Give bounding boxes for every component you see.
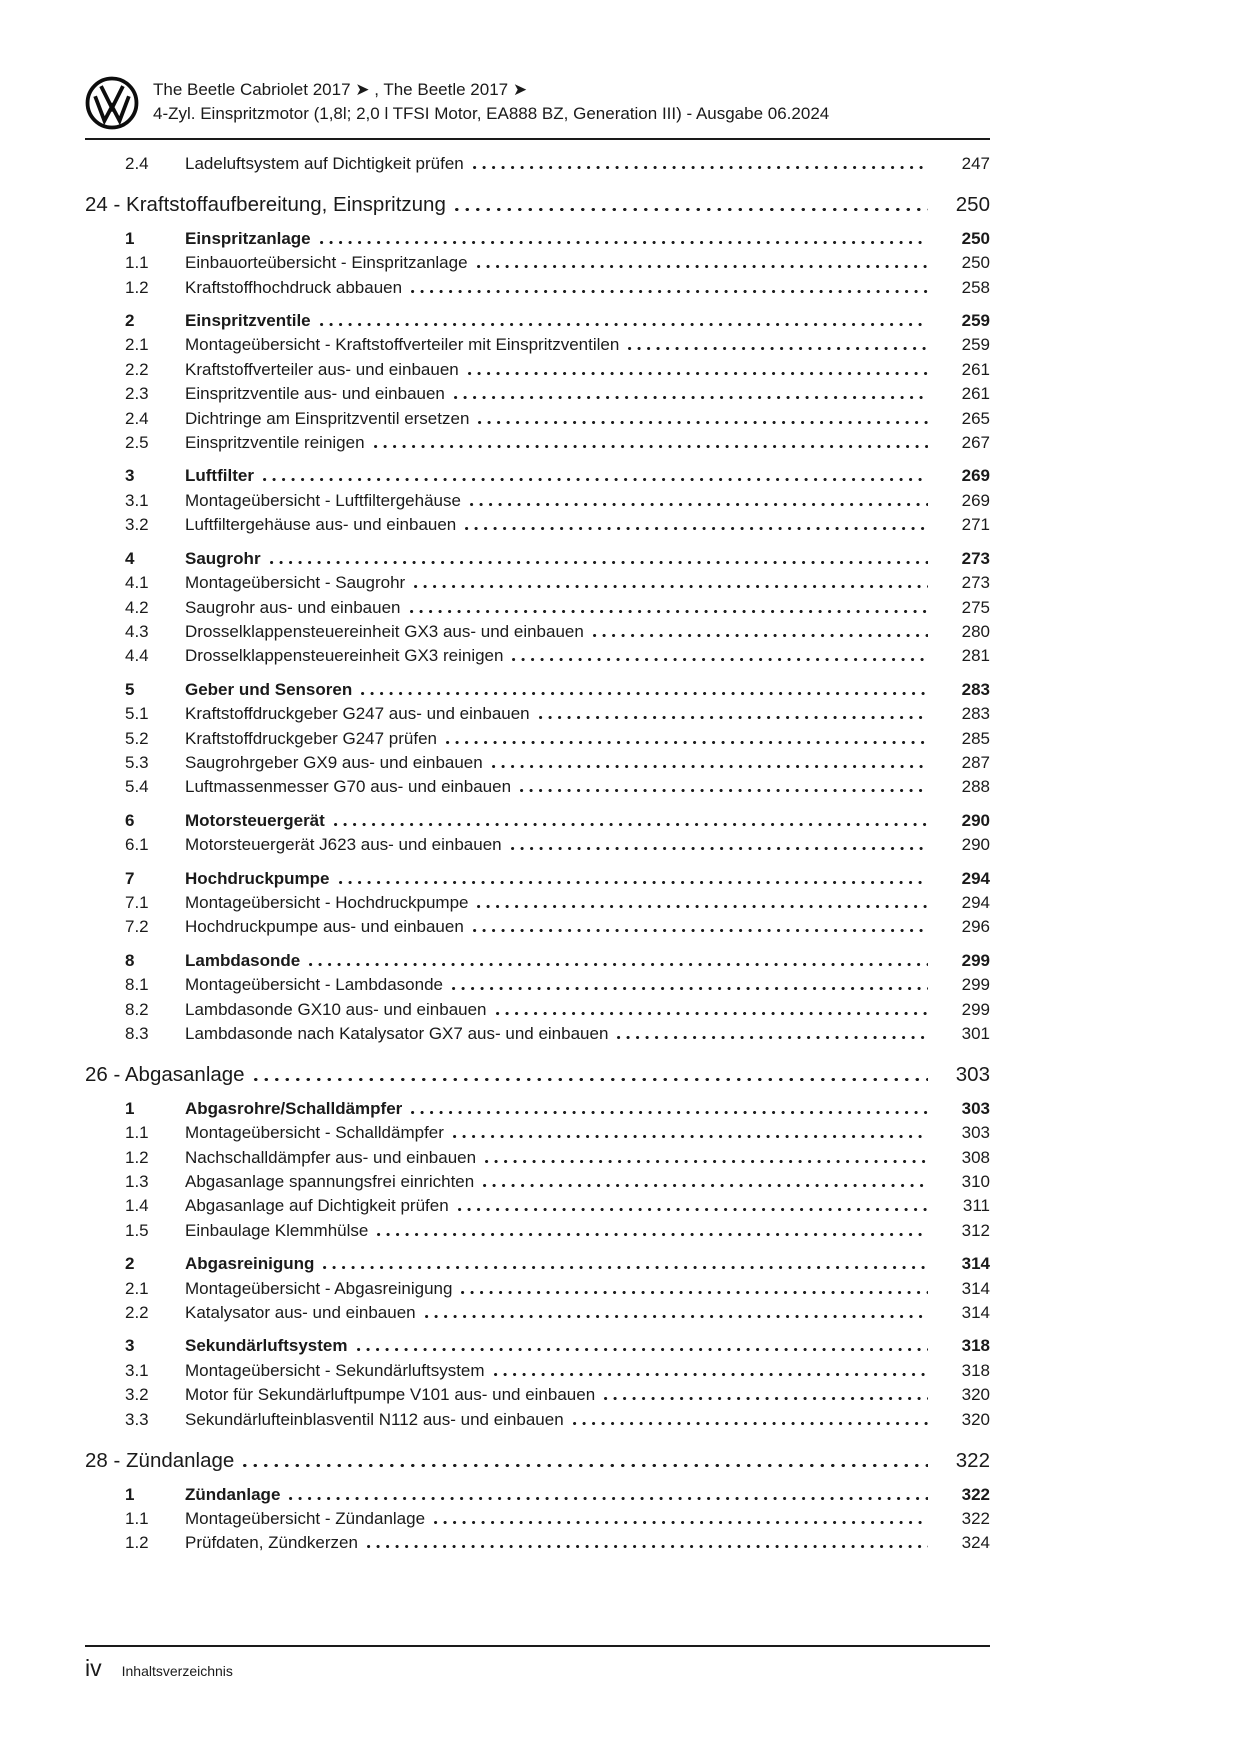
entry-title: Nachschalldämpfer aus- und einbauen: [185, 1147, 477, 1167]
entry-title: Lambdasonde: [185, 950, 301, 970]
entry-title: Montageübersicht - Saugrohr: [185, 573, 406, 593]
page-number: 271: [961, 515, 990, 535]
entry-number: 7.2: [125, 917, 149, 937]
page-number: 314: [961, 1278, 990, 1298]
entry-title: Montageübersicht - Lambdasonde: [185, 975, 443, 995]
toc-entry-row: [85, 358, 990, 382]
toc-entry-row: [85, 644, 990, 668]
entry-number: 1: [125, 228, 135, 248]
page-number: 299: [961, 999, 990, 1019]
page-number: 288: [961, 777, 990, 797]
entry-title: Abgasreinigung: [185, 1254, 315, 1274]
entry-number: 2.5: [125, 433, 149, 453]
toc-entry-row: [85, 1277, 990, 1301]
page-number: 301: [961, 1024, 990, 1043]
entry-number: 3: [125, 466, 135, 486]
dot-leader: [512, 658, 928, 661]
dot-leader: [473, 929, 928, 932]
page-number: 273: [961, 573, 990, 593]
dot-leader: [604, 1397, 928, 1400]
entry-number: 1.1: [125, 1508, 149, 1528]
entry-number: 4.1: [125, 573, 149, 593]
dot-leader: [339, 881, 928, 884]
entry-number: 1: [125, 1098, 135, 1118]
toc-entry-row: [85, 571, 990, 595]
entry-title: Einspritzanlage: [185, 228, 311, 248]
footer-section-label: Inhaltsverzeichnis: [121, 1663, 233, 1679]
entry-title: Einspritzventile reinigen: [185, 433, 365, 453]
toc-chapter-row: [85, 1063, 990, 1087]
toc-entry-row: [85, 973, 990, 997]
entry-title: Lambdasonde nach Katalysator GX7 aus- und einbauen: [185, 1024, 609, 1043]
entry-number: 8.2: [125, 999, 149, 1019]
page-number: 299: [961, 975, 990, 995]
entry-title: Saugrohr: [185, 548, 261, 568]
table-of-contents: [85, 152, 990, 1556]
entry-title: Saugrohr aus- und einbauen: [185, 597, 401, 617]
dot-leader: [263, 478, 928, 481]
entry-title: Einspritzventile aus- und einbauen: [185, 384, 445, 404]
page-number: 259: [961, 335, 990, 355]
entry-title: Motorsteuergerät J623 aus- und einbauen: [185, 835, 502, 855]
page-number: 283: [961, 704, 990, 724]
page-number: 269: [961, 466, 990, 486]
dot-leader: [367, 1545, 928, 1548]
page-number: 318: [961, 1360, 990, 1380]
entry-title: Kraftstoffdruckgeber G247 aus- und einbauen: [185, 704, 530, 724]
entry-number: 7.1: [125, 892, 149, 912]
entry-number: 5.4: [125, 777, 149, 797]
entry-number: 2: [125, 1254, 135, 1274]
page-number: 314: [961, 1254, 990, 1274]
toc-entry-row: [85, 620, 990, 644]
dot-leader: [520, 789, 928, 792]
toc-entry-row: [85, 251, 990, 275]
toc-entry-row: [85, 1194, 990, 1218]
dot-leader: [425, 1315, 928, 1318]
entry-title: Drosselklappensteuereinheit GX3 reinigen: [185, 646, 504, 666]
page-number: 280: [961, 621, 990, 641]
page-number: 259: [961, 311, 990, 331]
entry-number: 6.1: [125, 835, 149, 855]
entry-title: Motor für Sekundärluftpumpe V101 aus- und einbauen: [185, 1385, 596, 1405]
vw-logo-icon: [85, 76, 139, 130]
page-number: 322: [961, 1484, 990, 1504]
page-number: 285: [961, 728, 990, 748]
page-number: 324: [961, 1533, 990, 1553]
dot-leader: [452, 987, 928, 990]
dot-leader: [494, 1373, 928, 1376]
dot-leader: [628, 347, 928, 350]
dot-leader: [377, 1233, 928, 1236]
toc-entry-row: [85, 1359, 990, 1383]
page-number: 275: [961, 597, 990, 617]
toc-entry-row: [85, 1301, 990, 1325]
page-number: 247: [961, 154, 990, 173]
dot-leader: [458, 1208, 928, 1211]
toc-entry-row: [85, 1121, 990, 1145]
entry-title: Abgasanlage spannungsfrei einrichten: [185, 1172, 475, 1192]
dot-leader: [617, 1036, 928, 1039]
dot-leader: [446, 741, 928, 744]
entry-number: 3.1: [125, 1360, 149, 1380]
entry-title: Drosselklappensteuereinheit GX3 aus- und einbauen: [185, 621, 584, 641]
page-number: 314: [961, 1303, 990, 1323]
toc-entry-row: [85, 227, 990, 251]
dot-leader: [320, 323, 928, 326]
entry-number: 1.2: [125, 277, 149, 297]
dot-leader: [478, 421, 928, 424]
dot-leader: [289, 1497, 928, 1500]
entry-title: Prüfdaten, Zündkerzen: [185, 1533, 358, 1553]
entry-number: 1.3: [125, 1172, 149, 1192]
header-engine-line: 4-Zyl. Einspritzmotor (1,8l; 2,0 l TFSI Motor, EA888 BZ, Generation III) - Ausgabe 06.2024: [153, 104, 830, 123]
page-number: 250: [961, 253, 990, 273]
toc-entry-row: [85, 152, 990, 176]
entry-title: Saugrohrgeber GX9 aus- und einbauen: [185, 752, 483, 772]
entry-title: Katalysator aus- und einbauen: [185, 1303, 416, 1323]
dot-leader: [454, 396, 928, 399]
toc-entry-row: [85, 1383, 990, 1407]
toc-chapter-row: [85, 1449, 990, 1473]
entry-number: 2.3: [125, 384, 149, 404]
page-number: 322: [955, 1449, 990, 1473]
dot-leader: [573, 1422, 928, 1425]
entry-number: 2.2: [125, 359, 149, 379]
entry-title: Einspritzventile: [185, 311, 311, 331]
page-number: 310: [961, 1172, 990, 1192]
dot-leader: [496, 1012, 928, 1015]
entry-number: 5.1: [125, 704, 149, 724]
entry-number: 4.4: [125, 646, 149, 666]
entry-title: Montageübersicht - Abgasreinigung: [185, 1278, 453, 1298]
page-number: 269: [961, 490, 990, 510]
toc-entry-row: [85, 513, 990, 537]
toc-entry-row: [85, 333, 990, 357]
entry-title: Lambdasonde GX10 aus- und einbauen: [185, 999, 487, 1019]
dot-leader: [593, 634, 928, 637]
chapter-label: 28 - Zündanlage: [85, 1449, 235, 1473]
entry-title: Luftfiltergehäuse aus- und einbauen: [185, 515, 457, 535]
toc-entry-row: [85, 1507, 990, 1531]
entry-title: Hochdruckpumpe aus- und einbauen: [185, 917, 464, 937]
entry-number: 1.1: [125, 1123, 149, 1143]
dot-leader: [270, 561, 928, 564]
entry-title: Luftfilter: [185, 466, 254, 486]
entry-number: 1: [125, 1484, 135, 1504]
page-number: 273: [961, 548, 990, 568]
toc-entry-row: [85, 1334, 990, 1358]
page-number: 250: [955, 193, 990, 217]
header-model-line: The Beetle Cabriolet 2017 ➤ , The Beetle 2017 ➤: [153, 80, 528, 99]
entry-title: Abgasanlage auf Dichtigkeit prüfen: [185, 1196, 449, 1216]
entry-title: Abgasrohre/Schalldämpfer: [185, 1098, 403, 1118]
entry-number: 2: [125, 311, 135, 331]
page-number: 303: [961, 1098, 990, 1118]
toc-entry-row: [85, 1146, 990, 1170]
page-number: 303: [961, 1123, 990, 1143]
toc-entry-row: [85, 775, 990, 799]
toc-entry-row: [85, 407, 990, 431]
toc-entry-row: [85, 867, 990, 891]
dot-leader: [511, 847, 928, 850]
page-number: 250: [961, 228, 990, 248]
page-header: [85, 76, 990, 130]
entry-title: Hochdruckpumpe: [185, 868, 330, 888]
entry-number: 1.5: [125, 1220, 149, 1240]
dot-leader: [477, 265, 928, 268]
entry-number: 7: [125, 868, 135, 888]
dot-leader: [461, 1291, 928, 1294]
entry-number: 3: [125, 1336, 135, 1356]
dot-leader: [254, 1078, 928, 1081]
toc-entry-row: [85, 1531, 990, 1555]
entry-number: 2.4: [125, 154, 149, 173]
dot-leader: [483, 1184, 928, 1187]
toc-entry-row: [85, 431, 990, 455]
toc-entry-row: [85, 1408, 990, 1432]
page-number: 281: [961, 646, 990, 666]
entry-title: Montageübersicht - Zündanlage: [185, 1508, 426, 1528]
page-number: 318: [961, 1336, 990, 1356]
page-number: 261: [961, 384, 990, 404]
entry-number: 5: [125, 679, 135, 699]
page-number: 308: [961, 1147, 990, 1167]
dot-leader: [477, 905, 928, 908]
page-number: 294: [961, 868, 990, 888]
header-text: [153, 76, 829, 126]
entry-number: 3.2: [125, 1385, 149, 1405]
toc-entry-row: [85, 382, 990, 406]
dot-leader: [320, 241, 928, 244]
entry-title: Kraftstoffverteiler aus- und einbauen: [185, 359, 459, 379]
toc-entry-row: [85, 1252, 990, 1276]
dot-leader: [539, 716, 928, 719]
page-number: 265: [961, 408, 990, 428]
entry-title: Montageübersicht - Schalldämpfer: [185, 1123, 444, 1143]
dot-leader: [468, 372, 928, 375]
entry-title: Kraftstoffdruckgeber G247 prüfen: [185, 728, 438, 748]
toc-entry-row: [85, 915, 990, 939]
entry-title: Ladeluftsystem auf Dichtigkeit prüfen: [185, 154, 464, 173]
entry-number: 2.4: [125, 408, 149, 428]
entry-number: 1.1: [125, 253, 149, 273]
dot-leader: [485, 1160, 928, 1163]
dot-leader: [374, 445, 928, 448]
toc-entry-row: [85, 1097, 990, 1121]
page-number: 294: [961, 892, 990, 912]
header-divider: [85, 138, 990, 140]
page-number: 303: [955, 1063, 990, 1087]
page-number: 299: [961, 950, 990, 970]
entry-number: 3.1: [125, 490, 149, 510]
toc-entry-row: [85, 833, 990, 857]
entry-number: 6: [125, 810, 135, 830]
entry-title: Motorsteuergerät: [185, 810, 325, 830]
toc-entry-row: [85, 1170, 990, 1194]
entry-number: 1.4: [125, 1196, 149, 1216]
entry-title: Einbauorteübersicht - Einspritzanlage: [185, 253, 468, 273]
page-number: 320: [961, 1409, 990, 1429]
entry-title: Luftmassenmesser G70 aus- und einbauen: [185, 777, 512, 797]
page-number: 287: [961, 752, 990, 772]
dot-leader: [473, 166, 928, 169]
entry-title: Montageübersicht - Kraftstoffverteiler mit Einspritzventilen: [185, 335, 620, 355]
dot-leader: [411, 1111, 928, 1114]
entry-number: 2.2: [125, 1303, 149, 1323]
toc-entry-row: [85, 702, 990, 726]
entry-number: 8.3: [125, 1024, 149, 1043]
dot-leader: [323, 1266, 928, 1269]
entry-number: 2.1: [125, 335, 149, 355]
toc-entry-row: [85, 547, 990, 571]
entry-title: Montageübersicht - Sekundärluftsystem: [185, 1360, 485, 1380]
page-number: 258: [961, 277, 990, 297]
entry-number: 3.2: [125, 515, 149, 535]
toc-entry-row: [85, 727, 990, 751]
entry-title: Geber und Sensoren: [185, 679, 353, 699]
toc-entry-row: [85, 309, 990, 333]
page-number: 290: [961, 810, 990, 830]
page-number: 311: [962, 1196, 990, 1216]
page-number: 322: [961, 1508, 990, 1528]
toc-entry-row: [85, 464, 990, 488]
page-number: 296: [961, 917, 990, 937]
page-number: 320: [961, 1385, 990, 1405]
toc-entry-row: [85, 596, 990, 620]
dot-leader: [410, 610, 929, 613]
dot-leader: [492, 765, 928, 768]
page-number: 267: [961, 433, 990, 453]
toc-entry-row: [85, 751, 990, 775]
entry-number: 4.3: [125, 621, 149, 641]
entry-title: Montageübersicht - Luftfiltergehäuse: [185, 490, 461, 510]
entry-title: Zündanlage: [185, 1484, 281, 1504]
dot-leader: [455, 208, 928, 211]
entry-number: 1.2: [125, 1533, 149, 1553]
entry-title: Montageübersicht - Hochdruckpumpe: [185, 892, 469, 912]
dot-leader: [243, 1464, 928, 1467]
dot-leader: [453, 1135, 928, 1138]
entry-number: 1.2: [125, 1147, 149, 1167]
toc-entry-row: [85, 1219, 990, 1243]
toc-entry-row: [85, 1483, 990, 1507]
dot-leader: [470, 503, 928, 506]
entry-number: 3.3: [125, 1409, 149, 1429]
entry-title: Sekundärlufteinblasventil N112 aus- und einbauen: [185, 1409, 564, 1429]
entry-number: 5.2: [125, 728, 149, 748]
entry-number: 4: [125, 548, 135, 568]
toc-entry-row: [85, 949, 990, 973]
chapter-label: 26 - Abgasanlage: [85, 1063, 245, 1087]
footer-page-number: iv: [85, 1655, 102, 1681]
page-number: 290: [961, 835, 990, 855]
entry-title: Dichtringe am Einspritzventil ersetzen: [185, 408, 470, 428]
toc-entry-row: [85, 1022, 990, 1046]
chapter-label: 24 - Kraftstoffaufbereitung, Einspritzung: [85, 193, 446, 217]
dot-leader: [434, 1521, 928, 1524]
page-number: 261: [961, 359, 990, 379]
dot-leader: [465, 527, 928, 530]
entry-number: 8.1: [125, 975, 149, 995]
entry-title: Sekundärluftsystem: [185, 1336, 348, 1356]
toc-entry-row: [85, 891, 990, 915]
page-number: 312: [961, 1220, 990, 1240]
dot-leader: [357, 1348, 929, 1351]
dot-leader: [309, 963, 928, 966]
dot-leader: [361, 692, 928, 695]
toc-entry-row: [85, 489, 990, 513]
toc-entry-row: [85, 809, 990, 833]
entry-number: 4.2: [125, 597, 149, 617]
entry-number: 2.1: [125, 1278, 149, 1298]
page-number: 283: [961, 679, 990, 699]
toc-entry-row: [85, 276, 990, 300]
page-footer: [85, 1645, 990, 1682]
dot-leader: [414, 585, 928, 588]
entry-number: 5.3: [125, 752, 149, 772]
dot-leader: [411, 290, 928, 293]
entry-number: 8: [125, 950, 135, 970]
dot-leader: [334, 823, 928, 826]
toc-entry-row: [85, 678, 990, 702]
entry-title: Kraftstoffhochdruck abbauen: [185, 277, 403, 297]
toc-chapter-row: [85, 193, 990, 217]
entry-title: Einbaulage Klemmhülse: [185, 1220, 369, 1240]
toc-entry-row: [85, 998, 990, 1022]
